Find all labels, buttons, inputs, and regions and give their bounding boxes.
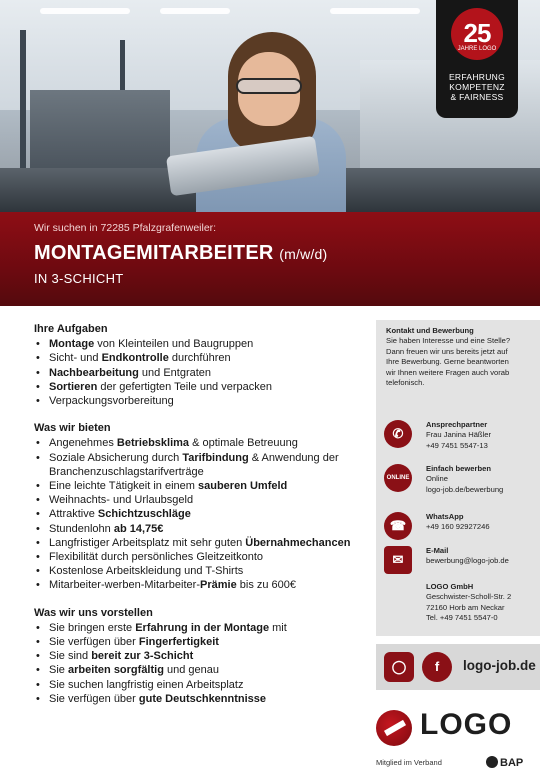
list-item <box>34 692 364 706</box>
contact-title: Ansprechpartner <box>426 420 488 429</box>
list-item <box>34 394 364 408</box>
shift-model: IN 3-SCHICHT <box>34 271 124 286</box>
website-link[interactable]: logo-job.de <box>463 658 536 673</box>
item-text: Sie bringen erste <box>49 621 136 634</box>
job-title-text: MONTAGEMITARBEITER <box>34 242 274 264</box>
emphasis-text: Endkontrolle <box>101 352 169 365</box>
section-tasks <box>34 322 364 408</box>
badge-line: & FAIRNESS <box>450 92 504 102</box>
list-item <box>34 649 364 663</box>
facebook-icon[interactable]: f <box>422 652 452 682</box>
list-item <box>34 451 364 479</box>
title-band <box>0 212 540 306</box>
bap-icon <box>486 756 498 768</box>
emphasis-text: Schichtzuschläge <box>97 508 191 521</box>
ceiling-lamp <box>40 8 130 14</box>
whatsapp-phone[interactable]: +49 160 92927246 <box>426 522 490 532</box>
online-title: Einfach bewerben <box>426 464 491 473</box>
list-item <box>34 578 364 592</box>
section-profile <box>34 606 364 706</box>
item-text: Sie <box>49 664 68 677</box>
list-item <box>34 621 364 635</box>
section-heading: Was wir bieten <box>34 422 111 435</box>
contact-heading: Kontakt und Bewerbung <box>386 326 474 335</box>
item-text: Sie sind <box>49 650 92 663</box>
item-text: & optimale Betreuung <box>189 437 298 450</box>
item-text: Verpackungsvorbereitung <box>49 395 174 408</box>
whatsapp-title: WhatsApp <box>426 512 464 521</box>
contact-name: Frau Janina Häßler <box>426 430 491 440</box>
ceiling-lamp <box>160 8 230 14</box>
mail-icon[interactable]: ✉ <box>384 546 412 574</box>
email-title: E-Mail <box>426 546 449 555</box>
section-heading: Ihre Aufgaben <box>34 323 108 335</box>
item-text: Angenehmes <box>49 437 117 450</box>
emphasis-text: gute Deutschkenntnisse <box>138 692 267 705</box>
shelf-post <box>20 30 26 180</box>
badge-line: ERFAHRUNG <box>448 72 506 82</box>
emphasis-text: Sortieren <box>49 380 98 393</box>
item-text: und Entgraten <box>138 366 212 379</box>
badge-circle <box>451 8 503 60</box>
list-item <box>34 550 364 564</box>
location-intro: Wir suchen in 72285 Pfalzgrafenweiler: <box>34 222 217 234</box>
item-text: Attraktive <box>49 508 98 521</box>
item-text: bis zu 600€ <box>236 579 297 592</box>
emphasis-text: bereit zur 3-Schicht <box>91 650 194 663</box>
item-text: Sicht- und <box>49 352 102 365</box>
badge-line: KOMPETENZ <box>449 82 505 92</box>
task-list <box>34 337 364 408</box>
online-text <box>426 464 538 495</box>
list-item <box>34 351 364 365</box>
logo-mark-icon <box>376 710 412 746</box>
instagram-icon[interactable]: ◯ <box>384 652 414 682</box>
item-text: von Kleinteilen und Baugruppen <box>94 338 254 351</box>
company-phone[interactable]: Tel. +49 7451 5547-0 <box>426 613 498 623</box>
list-item <box>34 507 364 521</box>
item-text: durchführen <box>168 352 231 365</box>
safety-goggles <box>236 78 302 94</box>
emphasis-text: Betriebsklima <box>116 437 190 450</box>
emphasis-text: Erfahrung in der Montage <box>135 621 270 634</box>
item-text: & Anwendung der Branchenzuschlagstarifverträge <box>49 451 339 478</box>
emphasis-text: Prämie <box>200 579 237 592</box>
list-item <box>34 536 364 550</box>
item-text: mit <box>269 621 287 634</box>
badge-claims <box>436 72 518 102</box>
offer-list <box>34 436 364 592</box>
contact-person-text <box>426 420 538 451</box>
email-address[interactable]: bewerbung@logo-job.de <box>426 556 509 566</box>
list-item <box>34 479 364 493</box>
badge-number: 25 <box>463 18 491 48</box>
job-title <box>34 242 540 265</box>
item-text: Soziale Absicherung durch <box>49 451 183 464</box>
emphasis-text: Nachbearbeitung <box>49 366 139 379</box>
company-name: LOGO GmbH <box>426 582 474 591</box>
address-text <box>426 582 538 624</box>
company-street: Geschwister-Scholl-Str. 2 <box>426 592 512 602</box>
membership-note: Mitglied im Verband <box>376 758 442 767</box>
list-item <box>34 564 364 578</box>
list-item <box>34 678 364 692</box>
item-text: Flexibilität durch persönliches Gleitzeitkonto <box>49 551 263 564</box>
job-description <box>34 322 364 719</box>
company-city: 72160 Horb am Neckar <box>426 602 505 612</box>
contact-intro: Sie haben Interesse und eine Stelle? Dann freuen wir uns bereits jetzt auf Ihre Bewerbung. Gerne beantworten wir Ihnen weitere Fragen auch vorab telefonisch. <box>386 336 511 388</box>
list-item <box>34 436 364 450</box>
whatsapp-text <box>426 512 538 533</box>
badge-sub: JAHRE LOGO <box>457 46 497 52</box>
item-text: Eine leichte Tätigkeit in einem <box>49 480 198 493</box>
item-text: Mitarbeiter-werben-Mitarbeiter- <box>49 579 200 592</box>
item-text: der gefertigten Teile und verpacken <box>97 380 272 393</box>
company-logo <box>376 706 540 750</box>
emphasis-text: Tarifbindung <box>182 451 249 464</box>
item-text: Sie verfügen über <box>49 692 139 705</box>
section-offer <box>34 421 364 592</box>
list-item <box>34 366 364 380</box>
gender-note: (m/w/d) <box>279 246 328 262</box>
profile-list <box>34 621 364 706</box>
bap-text: BAP <box>500 757 524 769</box>
item-text: Stundenlohn <box>49 522 114 535</box>
emphasis-text: Fingerfertigkeit <box>138 636 219 649</box>
anniversary-badge <box>436 0 518 118</box>
list-item <box>34 493 364 507</box>
section-heading: Was wir uns vorstellen <box>34 606 153 619</box>
whatsapp-icon[interactable]: ☎ <box>384 512 412 540</box>
emphasis-text: Übernahmechancen <box>245 536 351 549</box>
phone-icon[interactable]: ✆ <box>384 420 412 448</box>
item-text: Langfristiger Arbeitsplatz mit sehr guten <box>49 536 246 549</box>
logo-wordmark: LOGO <box>420 708 513 741</box>
list-item <box>34 337 364 351</box>
emphasis-text: arbeiten sorgfältig <box>67 664 164 677</box>
bap-logo <box>486 756 523 769</box>
list-item <box>34 522 364 536</box>
ceiling-lamp <box>330 8 420 14</box>
item-text: Sie verfügen über <box>49 636 139 649</box>
list-item <box>34 380 364 394</box>
item-text: Weihnachts- und Urlaubsgeld <box>49 494 194 507</box>
list-item <box>34 663 364 677</box>
online-url[interactable]: logo-job.de/bewerbung <box>426 484 504 494</box>
contact-sidebar <box>376 320 540 636</box>
emphasis-text: sauberen Umfeld <box>198 480 288 493</box>
contact-phone[interactable]: +49 7451 5547-13 <box>426 440 488 450</box>
email-text <box>426 546 538 567</box>
social-bar <box>376 644 540 690</box>
machine <box>30 90 170 170</box>
emphasis-text: Montage <box>49 338 95 351</box>
online-label: Online <box>426 474 448 484</box>
item-text: Sie suchen langfristig einen Arbeitsplatz <box>49 678 244 691</box>
list-item <box>34 635 364 649</box>
item-text: Kostenlose Arbeitskleidung und T-Shirts <box>49 565 244 578</box>
item-text: und genau <box>163 664 219 677</box>
emphasis-text: ab 14,75€ <box>113 522 164 535</box>
online-icon[interactable]: ONLINE <box>384 464 412 492</box>
